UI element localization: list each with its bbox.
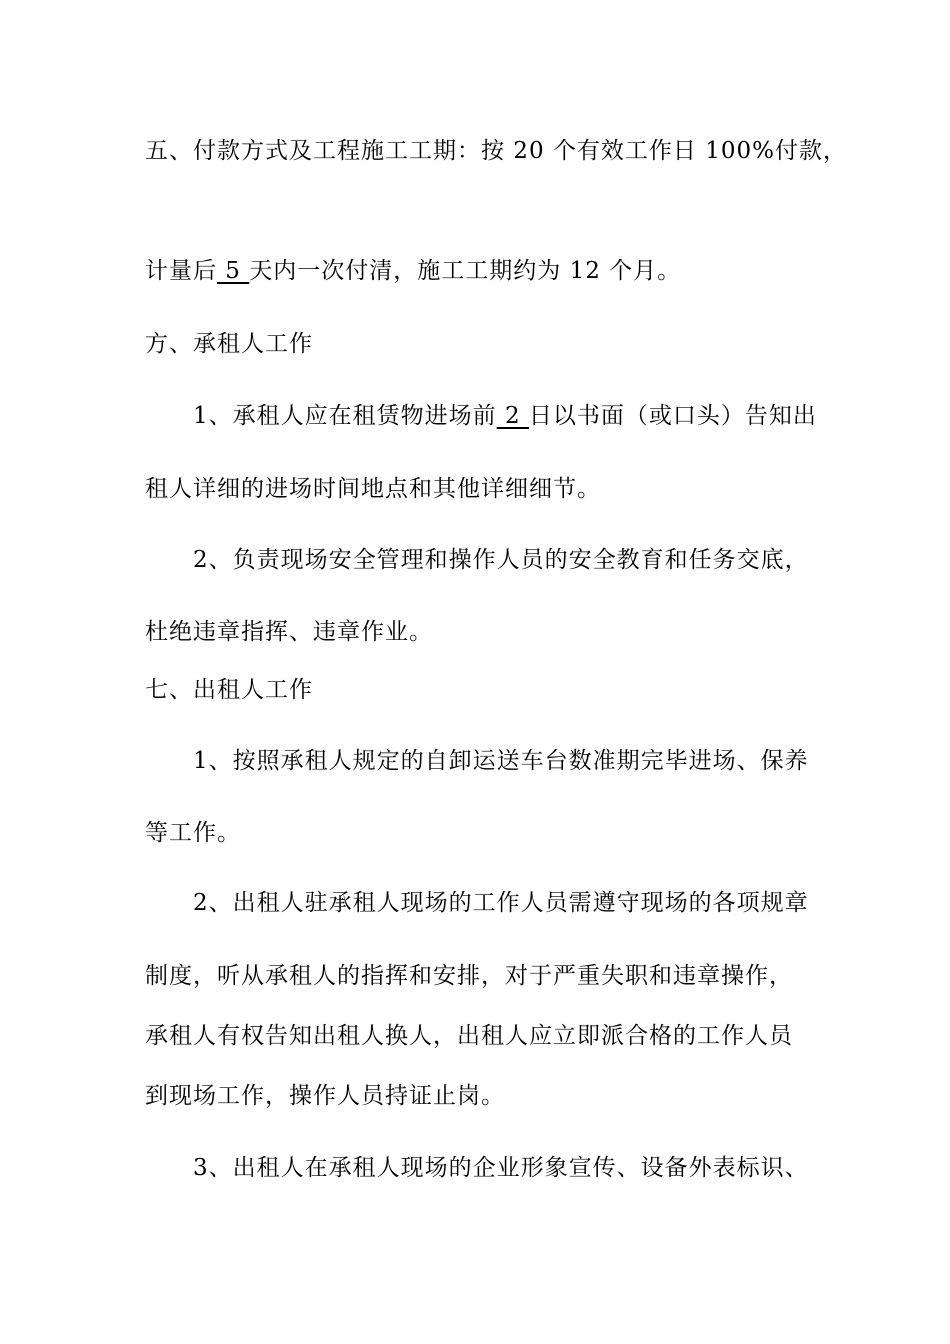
section-7-item-2-line-4: 到现场工作，操作人员持证止岗。	[145, 1083, 505, 1109]
section-7-item-2-line-2: 制度，听从承租人的指挥和安排，对于严重失职和违章操作，	[145, 963, 793, 989]
section-6-heading: 方、承租人工作	[145, 331, 313, 357]
text-fragment: 天内一次付清，施工工期约为 12 个月。	[249, 258, 682, 284]
section-7-item-3-line-1: 3、出租人在承租人现场的企业形象宣传、设备外表标识、	[193, 1155, 809, 1181]
section-7-item-1-line-1: 1、按照承租人规定的自卸运送车台数准期完毕进场、保养	[193, 748, 809, 774]
section-6-item-2-line-1: 2、负责现场安全管理和操作人员的安全教育和任务交底，	[193, 547, 809, 573]
section-5-payment-line-1: 五、付款方式及工程施工工期：按 20 个有效工作日 100%付款，	[145, 138, 847, 164]
section-6-item-1-line-1	[193, 401, 817, 431]
section-7-item-1-line-2: 等工作。	[145, 820, 241, 846]
section-5-payment-line-2	[145, 256, 681, 286]
section-6-item-2-line-2: 杜绝违章指挥、违章作业。	[145, 619, 433, 645]
section-7-item-2-line-3: 承租人有权告知出租人换人，出租人应立即派合格的工作人员	[145, 1023, 793, 1049]
section-6-item-1-line-2: 租人详细的进场时间地点和其他详细细节。	[145, 476, 601, 502]
section-7-item-2-line-1: 2、出租人驻承租人现场的工作人员需遵守现场的各项规章	[193, 890, 809, 916]
text-fragment: 1、承租人应在租赁物进场前	[193, 403, 497, 429]
section-7-heading: 七、出租人工作	[145, 677, 313, 703]
underlined-days-value: 2	[496, 403, 529, 429]
underlined-days-value: 5	[217, 258, 250, 284]
text-fragment: 计量后	[145, 258, 217, 284]
text-fragment: 日以书面（或口头）告知出	[528, 403, 817, 429]
